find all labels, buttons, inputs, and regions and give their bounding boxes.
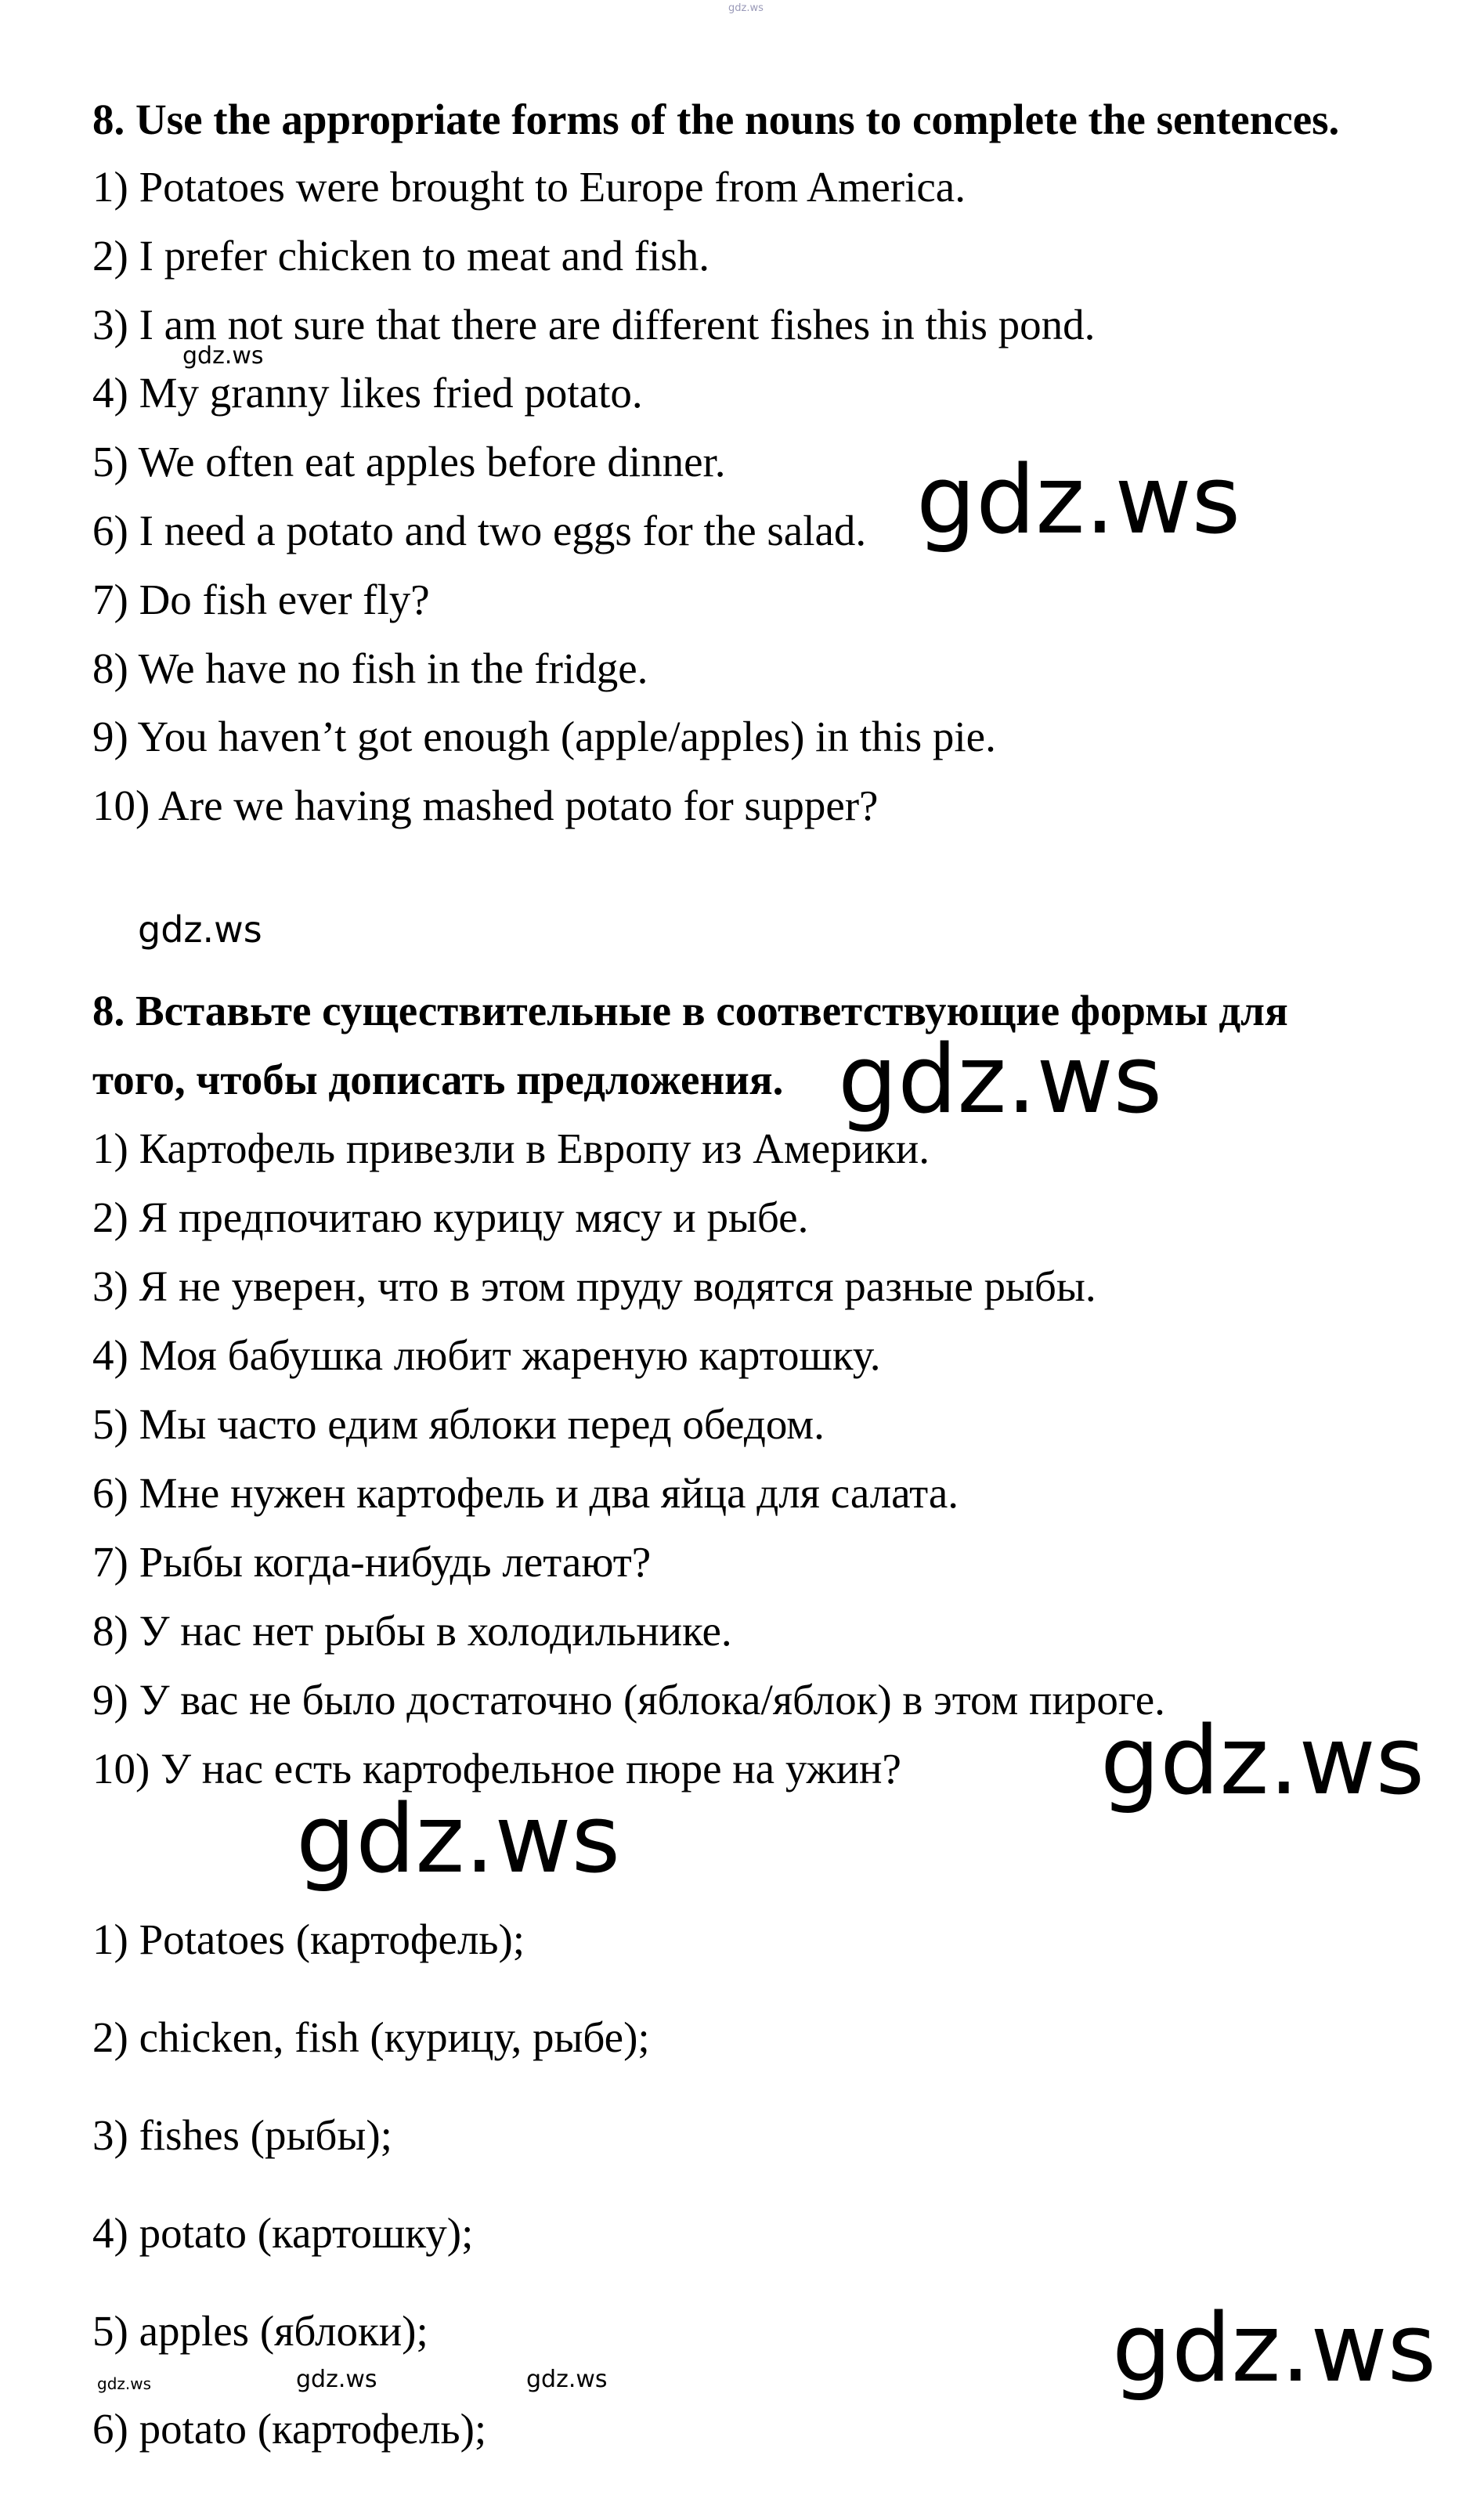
watermark-large-2: gdz.ws (838, 1026, 1163, 1135)
en-sentence-6: 6) I need a potato and two eggs for the salad. (92, 507, 867, 554)
answer-1: 1) Potatoes (картофель); (92, 1915, 525, 1963)
watermark-small-3: gdz.ws (526, 2366, 608, 2393)
ru-sentence-3: 3) Я не уверен, что в этом пруду водятся разные рыбы. (92, 1262, 1096, 1310)
watermark-large-4: gdz.ws (296, 1785, 621, 1894)
watermark-large-3: gdz.ws (1100, 1707, 1425, 1816)
ru-sentence-2: 2) Я предпочитаю курицу мясу и рыбе. (92, 1193, 809, 1241)
en-sentence-4: 4) My granny likes fried potato. (92, 369, 643, 417)
watermark-medium-1: gdz.ws (138, 908, 262, 951)
watermark-tiny-1: gdz.ws (97, 2374, 152, 2393)
answer-6: 6) potato (картофель); (92, 2405, 487, 2453)
en-sentence-10: 10) Are we having mashed potato for supper? (92, 782, 879, 829)
watermark-large-5: gdz.ws (1112, 2294, 1437, 2403)
watermark-large-1: gdz.ws (916, 446, 1241, 555)
en-sentence-8: 8) We have no fish in the fridge. (92, 644, 648, 692)
answer-3: 3) fishes (рыбы); (92, 2111, 392, 2159)
watermark-small-1: gdz.ws (182, 342, 264, 370)
ru-sentence-8: 8) У нас нет рыбы в холодильнике. (92, 1607, 732, 1655)
answer-4: 4) potato (картошку); (92, 2209, 474, 2257)
en-sentence-3: 3) I am not sure that there are different fishes in this pond. (92, 301, 1096, 348)
ru-task-heading-line-2: того, чтобы дописать предложения. (92, 1056, 784, 1103)
ru-sentence-5: 5) Мы часто едим яблоки перед обедом. (92, 1400, 825, 1448)
ru-sentence-7: 7) Рыбы когда-нибудь летают? (92, 1538, 652, 1586)
en-task-heading: 8. Use the appropriate forms of the nouns to complete the sentences. (92, 96, 1340, 143)
watermark-small-2: gdz.ws (296, 2366, 377, 2393)
ru-sentence-1: 1) Картофель привезли в Европу из Америки. (92, 1125, 930, 1172)
answer-2: 2) chicken, fish (курицу, рыбе); (92, 2013, 650, 2061)
ru-sentence-6: 6) Мне нужен картофель и два яйца для салата. (92, 1469, 959, 1517)
en-sentence-2: 2) I prefer chicken to meat and fish. (92, 232, 710, 280)
ru-sentence-4: 4) Моя бабушка любит жареную картошку. (92, 1331, 881, 1379)
en-sentence-1: 1) Potatoes were brought to Europe from America. (92, 163, 966, 211)
watermark-top: gdz.ws (728, 2, 764, 14)
ru-sentence-10: 10) У нас есть картофельное пюре на ужин? (92, 1745, 901, 1793)
en-sentence-5: 5) We often eat apples before dinner. (92, 438, 726, 486)
ru-sentence-9: 9) У вас не было достаточно (яблока/яблок) в этом пироге. (92, 1676, 1165, 1724)
en-sentence-7: 7) Do fish ever fly? (92, 576, 430, 623)
ru-task-heading-line-1: 8. Вставьте существительные в соответствующие формы для (92, 987, 1288, 1034)
answer-5: 5) apples (яблоки); (92, 2307, 428, 2355)
en-sentence-9: 9) You haven’t got enough (apple/apples) in this pie. (92, 713, 996, 760)
